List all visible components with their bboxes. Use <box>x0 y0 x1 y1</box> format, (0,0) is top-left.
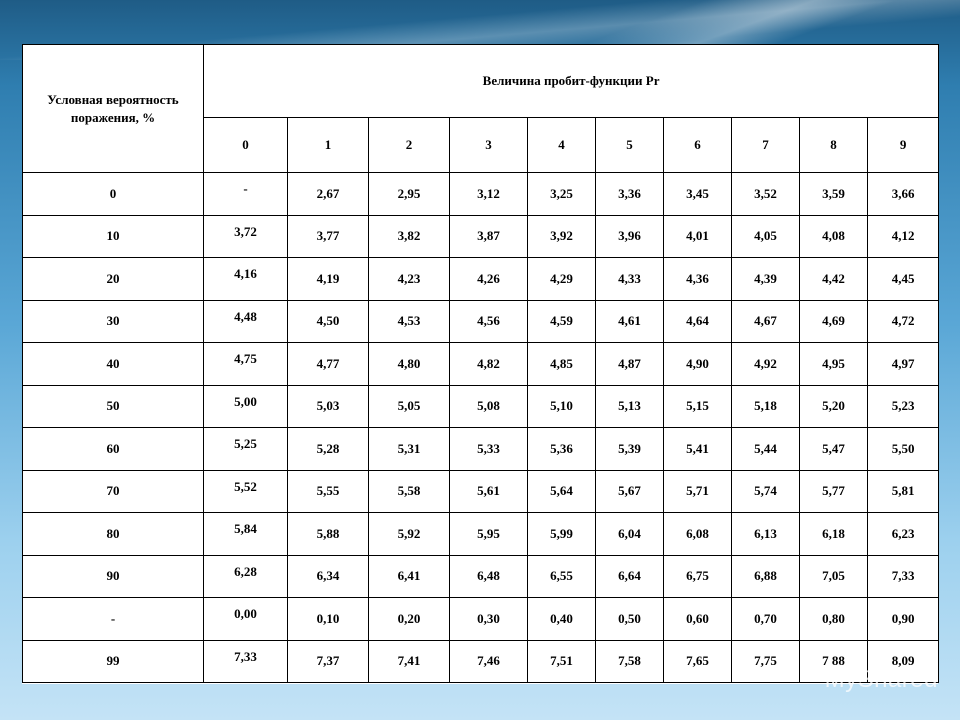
table-cell: 5,31 <box>369 428 450 471</box>
table-row <box>23 215 939 258</box>
table-cell: 5,10 <box>528 385 596 428</box>
table-cell: 4,39 <box>732 258 800 301</box>
table-cell: 5,33 <box>450 428 528 471</box>
table-cell: 5,47 <box>800 428 868 471</box>
table-cell: 5,50 <box>868 428 939 471</box>
row-label: 90 <box>23 555 204 598</box>
table-cell: 3,25 <box>528 173 596 216</box>
table-cell: 4,16 <box>204 258 288 301</box>
table-cell: 5,74 <box>732 470 800 513</box>
table-cell: 5,28 <box>288 428 369 471</box>
table-cell: 5,84 <box>204 513 288 556</box>
row-label: 20 <box>23 258 204 301</box>
table-cell: 7,37 <box>288 640 369 683</box>
row-label: 10 <box>23 215 204 258</box>
table-cell: 4,19 <box>288 258 369 301</box>
table-cell: 7,51 <box>528 640 596 683</box>
table-cell: 0,30 <box>450 598 528 641</box>
table-cell: 5,77 <box>800 470 868 513</box>
row-label: 30 <box>23 300 204 343</box>
column-header: 7 <box>732 118 800 173</box>
table-cell: 6,64 <box>596 555 664 598</box>
table-cell: 7,05 <box>800 555 868 598</box>
table-cell: 4,48 <box>204 300 288 343</box>
table-cell: 0,50 <box>596 598 664 641</box>
table-row <box>23 555 939 598</box>
main-header-text: Величина пробит-функции Pr <box>482 73 660 88</box>
column-header: 4 <box>528 118 596 173</box>
table-cell: 5,67 <box>596 470 664 513</box>
table-cell: 5,13 <box>596 385 664 428</box>
table-cell: 5,23 <box>868 385 939 428</box>
row-label: 60 <box>23 428 204 471</box>
table-cell: 4,50 <box>288 300 369 343</box>
corner-header: Условная вероятность поражения, % <box>23 45 204 173</box>
table-cell: 3,72 <box>204 215 288 258</box>
table-cell: 3,82 <box>369 215 450 258</box>
table-cell: 4,75 <box>204 343 288 386</box>
column-header: 9 <box>868 118 939 173</box>
table-cell: 5,55 <box>288 470 369 513</box>
table-cell: 4,05 <box>732 215 800 258</box>
table-cell: 5,58 <box>369 470 450 513</box>
table-cell: 3,77 <box>288 215 369 258</box>
row-label: 80 <box>23 513 204 556</box>
table-cell: 7,46 <box>450 640 528 683</box>
table-cell: 5,36 <box>528 428 596 471</box>
table-cell: 4,45 <box>868 258 939 301</box>
background-wave-highlight <box>540 0 960 48</box>
table-cell: 6,34 <box>288 555 369 598</box>
table-row <box>23 598 939 641</box>
table-cell: 6,55 <box>528 555 596 598</box>
table-cell: 0,70 <box>732 598 800 641</box>
table-cell: 5,88 <box>288 513 369 556</box>
table-cell: 4,85 <box>528 343 596 386</box>
table-cell: 5,71 <box>664 470 732 513</box>
table-cell: 3,45 <box>664 173 732 216</box>
table-cell: 0,40 <box>528 598 596 641</box>
row-label: 99 <box>23 640 204 683</box>
row-label: 0 <box>23 173 204 216</box>
table-cell: 5,92 <box>369 513 450 556</box>
column-header: 0 <box>204 118 288 173</box>
table-cell: 3,87 <box>450 215 528 258</box>
table-cell: 6,18 <box>800 513 868 556</box>
table-cell: 6,13 <box>732 513 800 556</box>
column-header: 3 <box>450 118 528 173</box>
table-cell: 4,97 <box>868 343 939 386</box>
table-cell: 5,15 <box>664 385 732 428</box>
table-cell: 7,41 <box>369 640 450 683</box>
table-cell: 4,08 <box>800 215 868 258</box>
table-cell: 4,69 <box>800 300 868 343</box>
table-cell: 7,58 <box>596 640 664 683</box>
table-cell: 0,20 <box>369 598 450 641</box>
table-cell: 5,81 <box>868 470 939 513</box>
table-cell: 3,36 <box>596 173 664 216</box>
table-cell: 0,90 <box>868 598 939 641</box>
table-row <box>23 173 939 216</box>
table-cell: 4,87 <box>596 343 664 386</box>
table-cell: 4,29 <box>528 258 596 301</box>
table-cell: 6,28 <box>204 555 288 598</box>
column-header: 8 <box>800 118 868 173</box>
probit-table <box>22 44 939 683</box>
table-sheet <box>22 44 938 684</box>
table-cell: 4,23 <box>369 258 450 301</box>
table-cell: 4,77 <box>288 343 369 386</box>
table-cell: 3,92 <box>528 215 596 258</box>
table-row <box>23 385 939 428</box>
table-cell: 7 88 <box>800 640 868 683</box>
table-cell: 0,00 <box>204 598 288 641</box>
column-header: 2 <box>369 118 450 173</box>
table-cell: - <box>204 173 288 216</box>
table-cell: 5,25 <box>204 428 288 471</box>
table-cell: 4,12 <box>868 215 939 258</box>
table-cell: 4,95 <box>800 343 868 386</box>
table-cell: 6,48 <box>450 555 528 598</box>
table-cell: 6,41 <box>369 555 450 598</box>
table-cell: 4,42 <box>800 258 868 301</box>
row-label: 40 <box>23 343 204 386</box>
table-cell: 5,08 <box>450 385 528 428</box>
table-cell: 3,52 <box>732 173 800 216</box>
table-cell: 5,18 <box>732 385 800 428</box>
table-row <box>23 258 939 301</box>
row-label: 50 <box>23 385 204 428</box>
table-cell: 7,75 <box>732 640 800 683</box>
table-cell: 6,23 <box>868 513 939 556</box>
table-cell: 7,65 <box>664 640 732 683</box>
column-header: 5 <box>596 118 664 173</box>
table-cell: 5,39 <box>596 428 664 471</box>
row-label: - <box>23 598 204 641</box>
table-cell: 7,33 <box>204 640 288 683</box>
table-cell: 4,56 <box>450 300 528 343</box>
table-cell: 6,08 <box>664 513 732 556</box>
row-label: 70 <box>23 470 204 513</box>
table-cell: 4,26 <box>450 258 528 301</box>
table-cell: 4,82 <box>450 343 528 386</box>
table-cell: 3,59 <box>800 173 868 216</box>
table-cell: 4,59 <box>528 300 596 343</box>
table-cell: 3,12 <box>450 173 528 216</box>
table-cell: 4,64 <box>664 300 732 343</box>
table-cell: 5,44 <box>732 428 800 471</box>
table-cell: 5,64 <box>528 470 596 513</box>
table-row <box>23 513 939 556</box>
table-cell: 3,96 <box>596 215 664 258</box>
column-header: 6 <box>664 118 732 173</box>
table-cell: 5,52 <box>204 470 288 513</box>
table-row <box>23 300 939 343</box>
table-cell: 2,95 <box>369 173 450 216</box>
table-cell: 6,04 <box>596 513 664 556</box>
table-cell: 4,01 <box>664 215 732 258</box>
table-row <box>23 428 939 471</box>
table-cell: 4,67 <box>732 300 800 343</box>
table-cell: 5,05 <box>369 385 450 428</box>
table-cell: 4,72 <box>868 300 939 343</box>
table-cell: 5,03 <box>288 385 369 428</box>
table-cell: 5,95 <box>450 513 528 556</box>
table-cell: 4,33 <box>596 258 664 301</box>
table-row <box>23 640 939 683</box>
table-cell: 7,33 <box>868 555 939 598</box>
table-cell: 5,61 <box>450 470 528 513</box>
table-cell: 4,61 <box>596 300 664 343</box>
table-cell: 4,53 <box>369 300 450 343</box>
watermark-text: MyShared <box>824 666 938 693</box>
table-cell: 6,88 <box>732 555 800 598</box>
table-cell: 0,10 <box>288 598 369 641</box>
table-cell: 4,80 <box>369 343 450 386</box>
table-cell: 4,36 <box>664 258 732 301</box>
table-cell: 0,60 <box>664 598 732 641</box>
table-cell: 5,41 <box>664 428 732 471</box>
table-cell: 2,67 <box>288 173 369 216</box>
table-row <box>23 470 939 513</box>
table-cell: 4,90 <box>664 343 732 386</box>
table-cell: 5,99 <box>528 513 596 556</box>
main-header <box>204 45 939 118</box>
table-cell: 5,20 <box>800 385 868 428</box>
table-cell: 3,66 <box>868 173 939 216</box>
table-cell: 6,75 <box>664 555 732 598</box>
table-cell: 4,92 <box>732 343 800 386</box>
table-cell: 0,80 <box>800 598 868 641</box>
table-row <box>23 343 939 386</box>
table-cell: 8,09 <box>868 640 939 683</box>
table-cell: 5,00 <box>204 385 288 428</box>
header-row-top <box>23 45 939 118</box>
column-header: 1 <box>288 118 369 173</box>
